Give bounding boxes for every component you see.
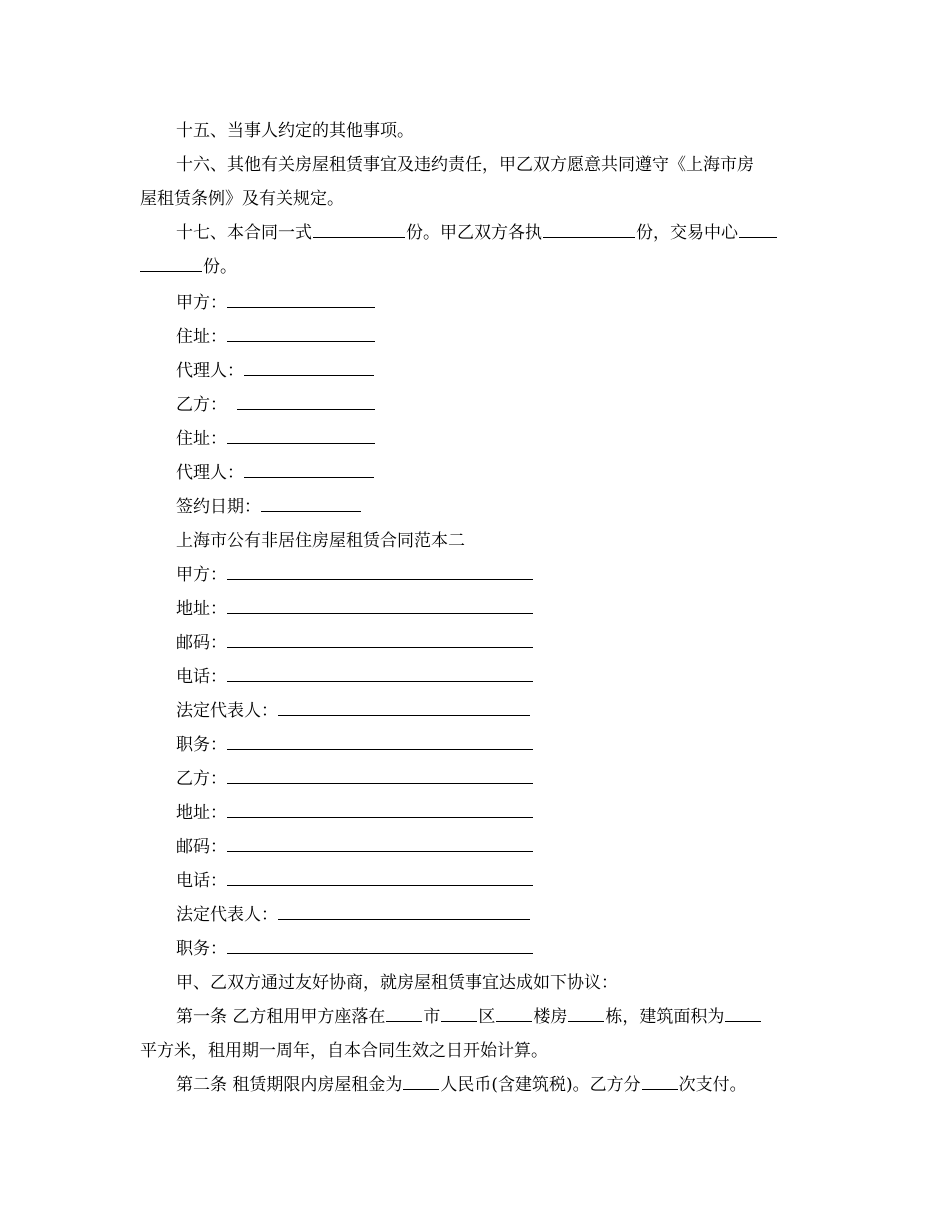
t2-a-address-label: 地址：	[176, 599, 227, 619]
clause-17-text-a: 十七、本合同一式	[176, 223, 312, 243]
t2-a-position-label: 职务：	[176, 735, 227, 755]
sign-date-label: 签约日期：	[176, 497, 261, 517]
sign-party-a-label: 甲方：	[176, 293, 227, 313]
clause-15-text: 十五、当事人约定的其他事项。	[176, 121, 414, 141]
t2-a-postcode-label: 邮码：	[176, 633, 227, 653]
t2-b-party-label: 乙方：	[176, 769, 227, 789]
t2-a-rep-label: 法定代表人：	[176, 701, 278, 721]
article-2-text-b: 人民币(含建筑税)。乙方分	[440, 1075, 641, 1095]
sign-address-a-label: 住址：	[176, 327, 227, 347]
area-blank[interactable]	[725, 1006, 761, 1022]
t2-a-rep-blank[interactable]	[278, 700, 530, 716]
sign-party-a	[176, 292, 376, 314]
district-blank[interactable]	[441, 1006, 477, 1022]
t2-b-address	[176, 802, 534, 824]
sign-party-b-blank[interactable]	[237, 394, 375, 410]
t2-b-party-blank[interactable]	[227, 768, 533, 784]
t2-b-rep-label: 法定代表人：	[176, 905, 278, 925]
clause-17-line1	[176, 222, 812, 244]
rent-blank[interactable]	[403, 1074, 439, 1090]
t2-b-rep	[176, 904, 531, 926]
sign-address-b-blank[interactable]	[227, 428, 375, 444]
copies-center-blank[interactable]	[739, 222, 777, 238]
t2-a-phone-label: 电话：	[176, 667, 227, 687]
t2-a-position-blank[interactable]	[227, 734, 533, 750]
sign-agent-b-label: 代理人：	[176, 463, 244, 483]
article-1-text-c: 区	[478, 1007, 496, 1027]
article-1-line2	[140, 1040, 812, 1062]
sign-agent-b-blank[interactable]	[244, 462, 374, 478]
sign-date-blank[interactable]	[261, 496, 361, 512]
t2-a-party	[176, 564, 534, 586]
article-1-text-line2: 平方米，租用期一周年，自本合同生效之日开始计算。	[140, 1041, 548, 1061]
t2-a-address-blank[interactable]	[227, 598, 533, 614]
t2-b-postcode	[176, 836, 534, 858]
t2-intro	[176, 972, 812, 994]
t2-b-phone-label: 电话：	[176, 871, 227, 891]
clause-17-line2	[140, 256, 812, 278]
installments-blank[interactable]	[642, 1074, 678, 1090]
t2-a-party-blank[interactable]	[227, 564, 533, 580]
t2-b-party	[176, 768, 534, 790]
template2-title-text: 上海市公有非居住房屋租赁合同范本二	[176, 531, 465, 551]
clause-16-line2	[140, 188, 812, 210]
copies-center-blank-cont[interactable]	[140, 256, 202, 272]
sign-agent-a-label: 代理人：	[176, 361, 244, 381]
t2-a-address	[176, 598, 534, 620]
sign-address-b-label: 住址：	[176, 429, 227, 449]
sign-party-a-blank[interactable]	[227, 292, 375, 308]
unit-blank[interactable]	[568, 1006, 604, 1022]
copies-total-blank[interactable]	[313, 222, 405, 238]
sign-address-b	[176, 428, 376, 450]
article-1-text-d: 楼房	[533, 1007, 568, 1027]
article-2-text-a: 第二条 租赁期限内房屋租金为	[176, 1075, 403, 1095]
t2-b-position	[176, 938, 534, 960]
t2-a-party-label: 甲方：	[176, 565, 227, 585]
article-1-text-b: 市	[423, 1007, 441, 1027]
sign-agent-a	[176, 360, 375, 382]
template2-title	[176, 530, 465, 552]
t2-b-rep-blank[interactable]	[278, 904, 530, 920]
article-1-line1	[176, 1006, 812, 1028]
article-2-text-c: 次支付。	[678, 1075, 747, 1095]
t2-a-phone	[176, 666, 534, 688]
clause-17-text-c: 份，交易中心	[636, 223, 738, 243]
clause-16-text-1: 十六、其他有关房屋租赁事宜及违约责任，甲乙双方愿意共同遵守《上海市房	[176, 155, 754, 175]
t2-a-postcode	[176, 632, 534, 654]
article-1-text-a: 第一条 乙方租用甲方座落在	[176, 1007, 386, 1027]
t2-a-rep	[176, 700, 531, 722]
article-1-text-e: 栋，建筑面积为	[605, 1007, 725, 1027]
t2-b-phone	[176, 870, 534, 892]
copies-each-blank[interactable]	[543, 222, 635, 238]
t2-b-position-label: 职务：	[176, 939, 227, 959]
city-blank[interactable]	[386, 1006, 422, 1022]
t2-intro-text: 甲、乙双方通过友好协商，就房屋租赁事宜达成如下协议：	[176, 973, 618, 993]
t2-b-postcode-label: 邮码：	[176, 837, 227, 857]
t2-a-postcode-blank[interactable]	[227, 632, 533, 648]
t2-b-position-blank[interactable]	[227, 938, 533, 954]
sign-date	[176, 496, 362, 518]
sign-agent-a-blank[interactable]	[244, 360, 374, 376]
sign-agent-b	[176, 462, 375, 484]
article-2	[176, 1074, 812, 1096]
sign-party-b	[176, 394, 376, 416]
clause-16-line1	[176, 154, 812, 176]
clause-17-text-b: 份。甲乙双方各执	[406, 223, 542, 243]
t2-b-address-label: 地址：	[176, 803, 227, 823]
t2-a-position	[176, 734, 534, 756]
clause-16-text-2: 屋租赁条例》及有关规定。	[140, 189, 344, 209]
building-blank[interactable]	[496, 1006, 532, 1022]
clause-17-text-d: 份。	[203, 257, 237, 277]
t2-b-phone-blank[interactable]	[227, 870, 533, 886]
sign-party-b-label: 乙方：	[176, 395, 227, 415]
t2-a-phone-blank[interactable]	[227, 666, 533, 682]
t2-b-address-blank[interactable]	[227, 802, 533, 818]
sign-address-a-blank[interactable]	[227, 326, 375, 342]
t2-b-postcode-blank[interactable]	[227, 836, 533, 852]
clause-15	[176, 120, 812, 142]
sign-address-a	[176, 326, 376, 348]
